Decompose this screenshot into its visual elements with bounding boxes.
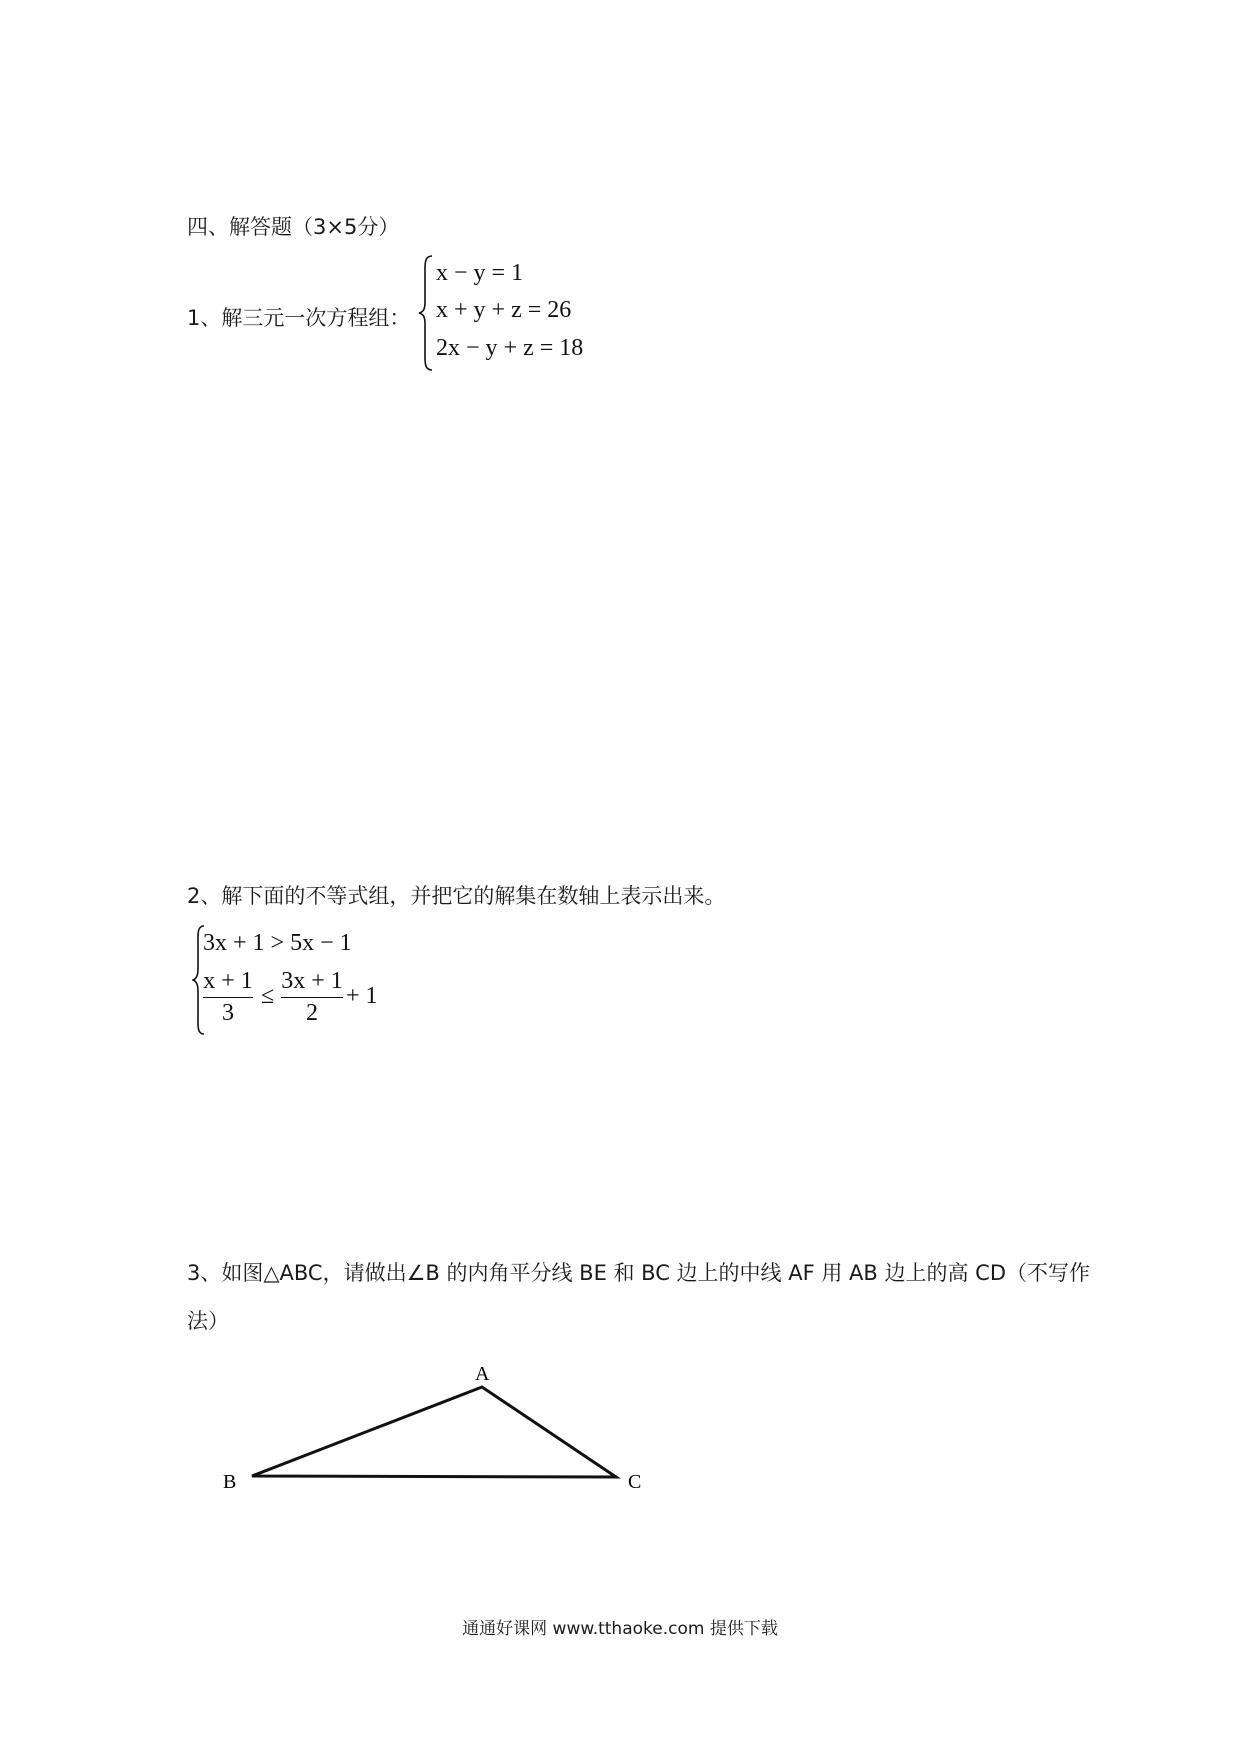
question-3-text-line-2: 法） [187, 1309, 229, 1333]
q2-fraction-left-denominator: 3 [222, 1000, 234, 1026]
vertex-label-c: C [628, 1471, 642, 1493]
vertex-label-b: B [223, 1471, 237, 1493]
triangle-abc-figure [200, 1340, 660, 1500]
vertex-label-a: A [475, 1363, 490, 1385]
section-title: 四、解答题（3×5分） [187, 215, 400, 239]
q1-equation-3: 2x − y + z = 18 [436, 335, 584, 361]
fraction-bar [281, 997, 343, 998]
q1-equation-2: x + y + z = 26 [436, 297, 572, 323]
fraction-bar [203, 997, 253, 998]
question-3-text-line-1: 3、如图△ABC，请做出∠B 的内角平分线 BE 和 BC 边上的中线 AF 用 AB 边上的高 CD（不写作 [187, 1261, 1090, 1285]
q2-plus-one: + 1 [346, 983, 378, 1009]
question-2-label: 2、解下面的不等式组，并把它的解集在数轴上表示出来。 [187, 884, 726, 908]
q2-fraction-left-numerator: x + 1 [203, 968, 253, 994]
triangle-abc [252, 1387, 616, 1477]
q2-fraction-right-denominator: 2 [306, 1000, 318, 1026]
q2-fraction-right [281, 968, 343, 1026]
page-footer: 通通好课网 www.tthaoke.com 提供下载 [462, 1619, 778, 1639]
q2-inequality-1: 3x + 1 > 5x − 1 [203, 930, 352, 956]
q2-fraction-left [203, 968, 253, 1026]
q2-fraction-right-numerator: 3x + 1 [281, 968, 343, 994]
q2-less-equal-sign: ≤ [261, 983, 275, 1009]
q1-brace-icon [418, 254, 434, 372]
q1-equation-1: x − y = 1 [436, 260, 524, 286]
question-1-label: 1、解三元一次方程组： [187, 306, 411, 330]
